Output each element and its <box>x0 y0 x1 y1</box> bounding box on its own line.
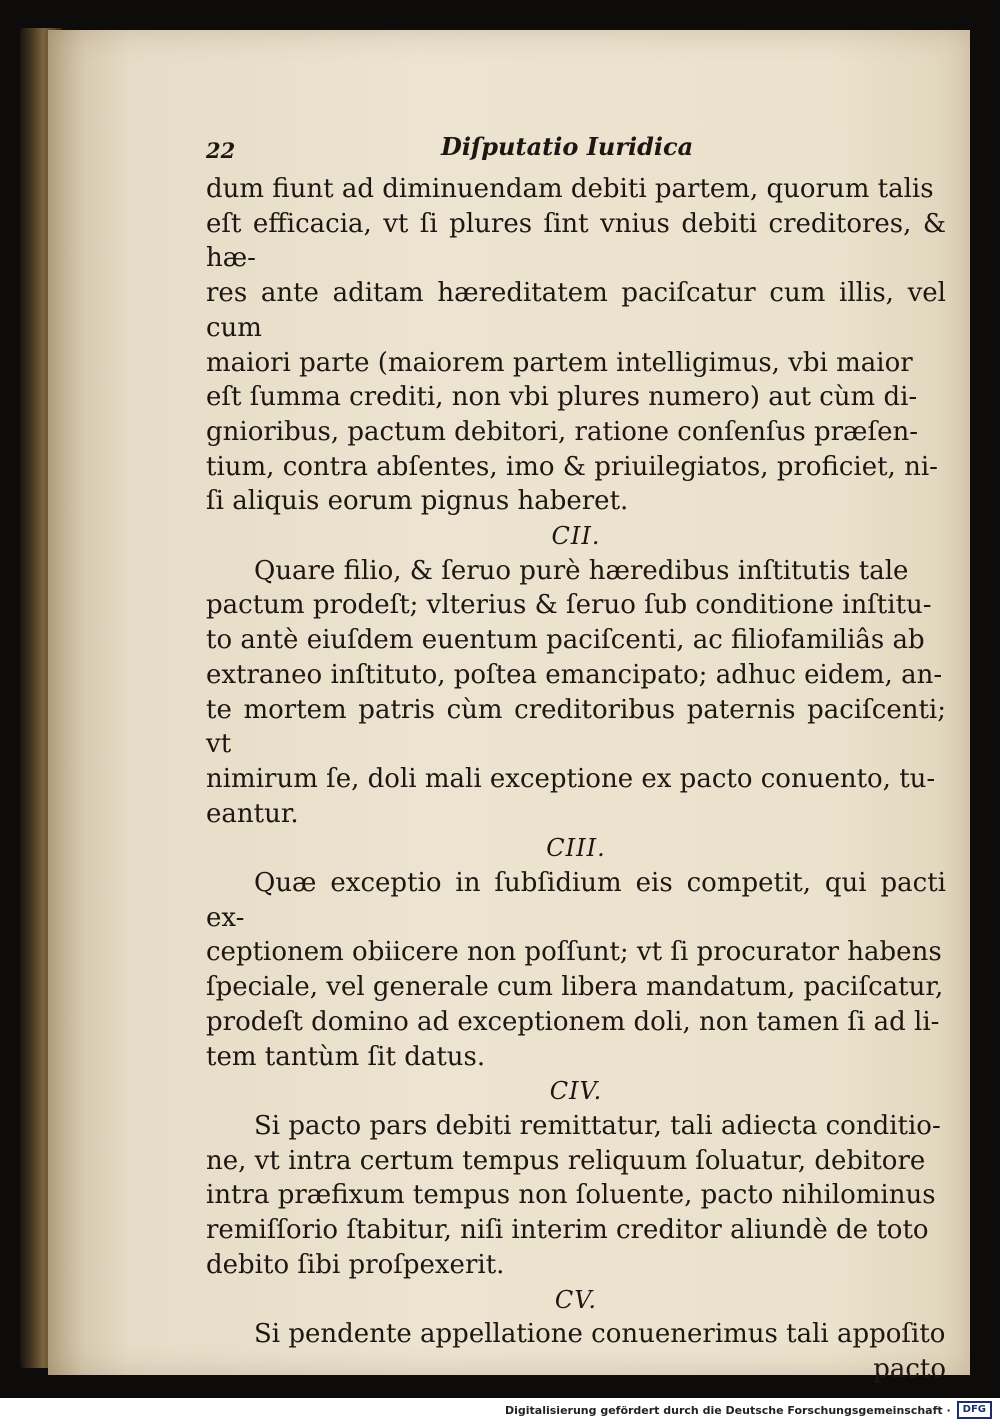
section-continuation <box>206 172 946 519</box>
dfg-logo: DFG <box>957 1401 992 1419</box>
text-line: nimirum ſe, doli mali exceptione ex pacto conuento, tu- <box>206 763 936 794</box>
text-line: remiſſorio ſtabitur, niſi interim creditor aliundè de toto <box>206 1215 929 1246</box>
text-line: debito ſibi proſpexerit. <box>206 1249 505 1280</box>
catchword: pacto <box>873 1353 946 1384</box>
text-line: prodeſt domino ad exceptionem doli, non tamen ſi ad li- <box>206 1006 940 1037</box>
text-line: Si pacto pars debiti remittatur, tali adiecta conditio- <box>254 1110 941 1141</box>
text-line: eſt ſumma crediti, non vbi plures numero) aut cùm di- <box>206 382 918 413</box>
section-civ <box>206 1109 946 1283</box>
text-line: te mortem patris cùm creditoribus paternis paciſcenti; vt <box>206 694 946 760</box>
text-line: ſpeciale, vel generale cum libera mandatum, paciſcatur, <box>206 972 944 1003</box>
text-line: ſi aliquis eorum pignus haberet. <box>206 486 629 517</box>
text-line: ne, vt intra certum tempus reliquum ſoluatur, debitore <box>206 1145 926 1176</box>
page-text-block <box>206 132 946 1387</box>
text-line: pactum prodeſt; vlterius & ſeruo ſub conditione inſtitu- <box>206 590 932 621</box>
section-cii <box>206 554 946 832</box>
text-line: maiori parte (maiorem partem intelligimus, vbi maior <box>206 347 913 378</box>
running-head <box>206 132 946 172</box>
text-line: extraneo inſtituto, poſtea emancipato; adhuc eidem, an- <box>206 659 943 690</box>
book-page <box>48 30 970 1384</box>
section-number-ciii: CIII. <box>546 834 606 863</box>
text-line: Quæ exceptio in ſubſidium eis competit, qui pacti ex- <box>206 868 946 933</box>
text-line: intra præfixum tempus non ſoluente, pacto nihilominus <box>206 1180 936 1211</box>
section-number-civ: CIV. <box>549 1077 603 1106</box>
running-title: Diſputatio Iuridica <box>441 132 694 161</box>
text-line: Quare filio, & ſeruo purè hæredibus inſtitutis tale <box>254 555 909 586</box>
section-number-cii: CII. <box>551 522 601 551</box>
page-number: 22 <box>206 138 236 163</box>
digitization-footer <box>505 1400 992 1420</box>
text-line: dum fiunt ad diminuendam debiti partem, quorum talis <box>206 174 934 204</box>
footer-credit-text: Digitalisierung gefördert durch die Deutsche Forschungsgemeinschaft · <box>504 1403 951 1417</box>
text-line: to antè eiuſdem euentum paciſcenti, ac filiofamiliâs ab <box>206 625 925 656</box>
text-line: Si pendente appellatione conuenerimus tali appoſito <box>254 1319 946 1350</box>
section-cv <box>206 1317 946 1352</box>
text-line: tem tantùm ſit datus. <box>206 1041 486 1072</box>
section-ciii <box>206 866 946 1074</box>
text-line: eantur. <box>206 798 299 829</box>
text-line: tium, contra abſentes, imo & priuilegiatos, proficiet, ni- <box>206 451 938 482</box>
text-line: res ante aditam hæreditatem paciſcatur cum illis, vel cum <box>206 278 946 343</box>
text-line: ceptionem obiicere non poſſunt; vt ſi procurator habens <box>206 937 942 968</box>
text-line: gnioribus, pactum debitori, ratione conſenſus præſen- <box>206 416 919 447</box>
text-line: eſt efficacia, vt ſi plures ſint vnius debiti creditores, & hæ- <box>206 208 946 274</box>
section-number-cv: CV. <box>554 1285 598 1314</box>
